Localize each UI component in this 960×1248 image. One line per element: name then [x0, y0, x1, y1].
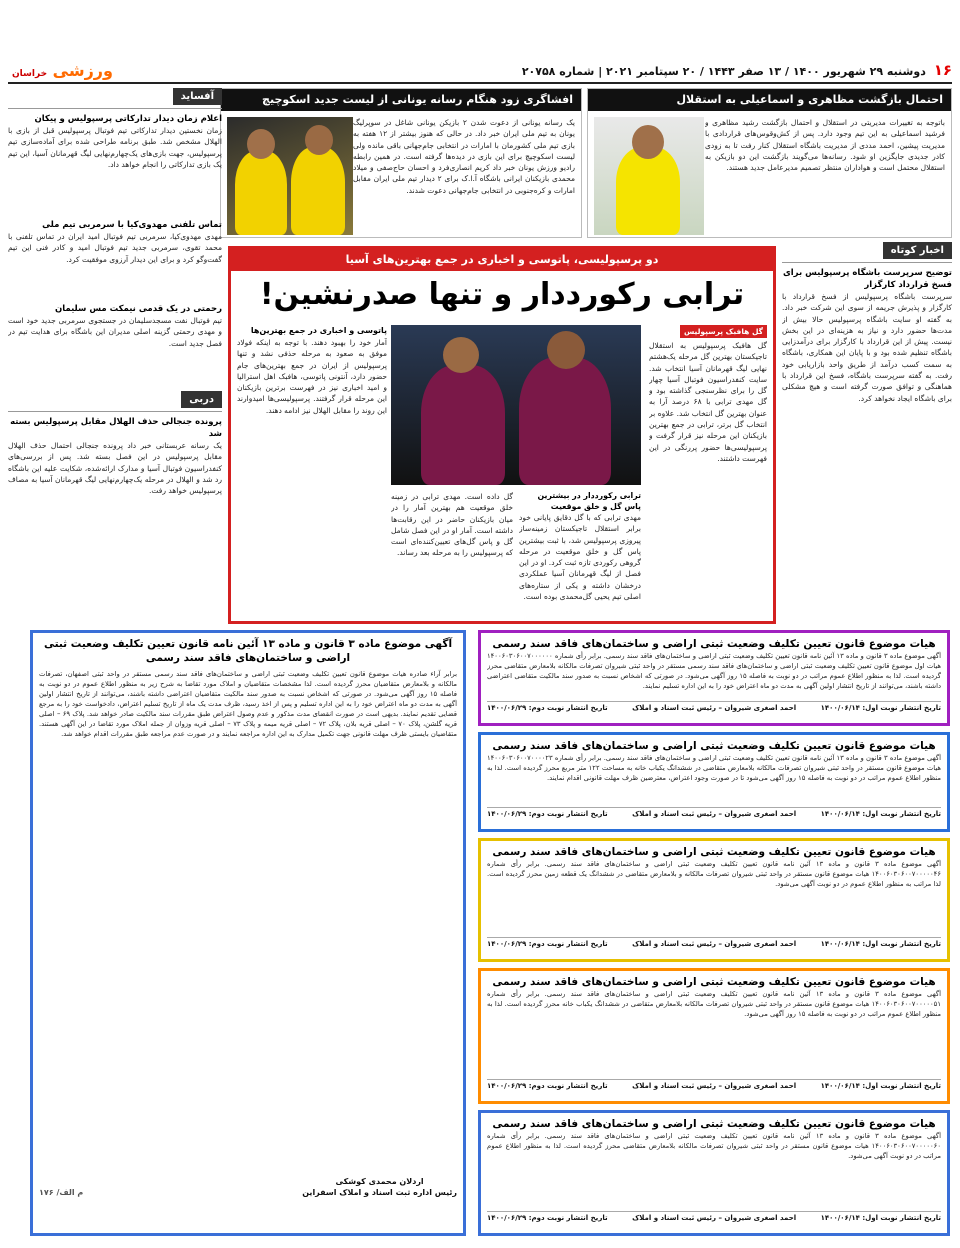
ad-title: هیات موضوع قانون تعیین تکلیف وضعیت ثبتی اراضی و ساختمان‌های فاقد سند رسمی	[492, 638, 936, 650]
story-body: باتوجه به تغییرات مدیریتی در استقلال و احتمال بازگشت رشید مظاهری و فرشید اسماعیلی به این تیم وجود دارد. پس از کش‌وقوس‌های قراردادی با مدیریت پیشین، احمد مددی از مدیریت باشگاه استقلال کنار رفت تا به زودی کادر جدیدی جایگزین او شود. رسانه‌ها می‌گویند بازگشت این دو بازیکن به استقلال محتمل است و هواداران منتظر تصمیم مدیرعامل جدید هستند.	[705, 118, 945, 173]
ad-body: آگهی موضوع ماده ۳ قانون و ماده ۱۳ آئین نامه قانون تعیین تکلیف وضعیت ثبتی اراضی و ساختمان‌های فاقد سند رسمی. برابر رأی شماره ۱۴۰۰۶۰۳۰۶۰۰۷۰۰۰۰۰۵۱ هیات موضوع قانون مستقر در واحد ثبتی شیروان تصرفات مالکانه بلامعارض متقاضی در ششدانگ یکباب خانه محرز گردیده است. لذا به منظور اطلاع عموم مراتب در دو نوبت به فاصله ۱۵ روز آگهی می‌شود.	[487, 990, 941, 1018]
ad-date-first: تاریخ انتشار نوبت اول: ۱۴۰۰/۰۶/۱۴	[820, 940, 941, 948]
brand-main: ورزشی	[52, 60, 113, 80]
news-headline: اعلام زمان دیدار تدارکاتی پرسپولیس و پیکان	[34, 114, 222, 124]
section-tag: اخبار کوتاه	[883, 242, 952, 259]
ad-signer: احمد اصغری شیروان – رئیس ثبت اسناد و املاک	[632, 940, 797, 948]
left-column	[8, 88, 222, 626]
legal-ad	[478, 838, 950, 962]
top-mid-story	[220, 88, 582, 238]
legal-ad	[478, 630, 950, 726]
ad-title: هیات موضوع قانون تعیین تکلیف وضعیت ثبتی اراضی و ساختمان‌های فاقد سند رسمی	[492, 976, 936, 988]
feature-subhead: پاتوسی و اخباری در جمع بهترین‌ها	[250, 326, 387, 335]
ad-title: آگهی موضوع ماده ۳ قانون و ماده ۱۳ آئین نامه قانون تعیین تکلیف وضعیت ثبتی اراضی و ساختمان‌های فاقد سند رسمی	[43, 638, 453, 664]
ad-title: هیات موضوع قانون تعیین تکلیف وضعیت ثبتی اراضی و ساختمان‌های فاقد سند رسمی	[492, 846, 936, 858]
section-brand	[8, 61, 113, 80]
brand-sub: خراسان	[12, 68, 48, 79]
news-body: تیم فوتبال نفت مسجدسلیمان در جستجوی سرمربی جدید خود است و مهدی رحمتی گزینه اصلی مدیران این باشگاه برای هدایت تیم در فصل جدید است.	[8, 316, 222, 348]
feature-subhead: ترابی رکورددار در بیشترین پاس گل و خلق موقعیت	[537, 491, 641, 511]
page-number: ۱۶	[933, 61, 952, 79]
player-photo	[594, 117, 704, 235]
news-headline: توضیح سرپرست باشگاه پرسپولیس برای فسخ قرارداد کارگزار	[782, 268, 952, 290]
date-text: دوشنبه ۲۹ شهریور ۱۴۰۰ / ۱۳ صفر ۱۴۴۳ / ۲۰ سپتامبر ۲۰۲۱ | شماره ۲۰۷۵۸	[521, 65, 926, 78]
news-headline: تماس تلفنی مهدوی‌کیا با سرمربی تیم ملی	[42, 220, 222, 230]
ad-code: م الف/ ۱۷۶	[39, 1188, 84, 1197]
ad-date-first: تاریخ انتشار نوبت اول: ۱۴۰۰/۰۶/۱۴	[820, 1082, 941, 1090]
ad-body: آگهی موضوع ماده ۳ قانون و ماده ۱۳ آئین نامه قانون تعیین تکلیف وضعیت ثبتی اراضی و ساختمان‌های فاقد سند رسمی. برابر رأی شماره ۱۴۰۰۶۰۳۰۶۰۰۷۰۰۰۰۲۳ هیات موضوع قانون مستقر در واحد ثبتی شیروان تصرفات مالکانه بلامعارض متقاضی در ششدانگ یکباب خانه به مساحت ۱۲۲ متر مربع محرز گردیده است. لذا به منظور اطلاع عموم مراتب در دو نوبت به فاصله ۱۵ روز آگهی می‌شود تا در صورت وجود اعتراض، معترضین ظرف مهلت قانونی اقدام نمایند.	[487, 754, 941, 782]
ad-signer: احمد اصغری شیروان – رئیس ثبت اسناد و املاک	[632, 1082, 797, 1090]
story-title: افشاگری زود هنگام رسانه یونانی از لیست جدید اسکوچیچ	[221, 89, 581, 111]
feature-col2: مهدی ترابی که با گل دقایق پایانی خود برابر استقلال تاجیکستان زمینه‌ساز پیروزی پرسپولیس شد، با ثبت بیشترین پاس گل و خلق موقعیت در مرحله گروهی رکوردی تازه ثبت کرد. او در این فصل از لیگ قهرمانان آسیا عملکردی درخشان داشته و یکی از ستاره‌های اصلی تیم یحیی گل‌محمدی بوده است.	[519, 513, 641, 602]
feature-col3: گل داده است. مهدی ترابی در زمینه خلق موقعیت هم بهترین آمار را در میان بازیکنان حاضر در این رقابت‌ها داشته است. آمار او در این فصل شامل گل و پاس گل‌های تعیین‌کننده‌ای است که پرسپولیس را به مرحله بعد رساند.	[391, 492, 513, 558]
feature-story	[228, 246, 776, 624]
story-title: احتمال بازگشت مظاهری و اسماعیلی به استقلال	[588, 89, 951, 111]
feature-col4: آمار خود را بهبود دهند. با توجه به اینکه فولاد موفق به صعود به مرحله حذفی نشد و تنها پرسپولیس از ایران در جمع بهترین‌های جام حضور دارد، آنتونی پاتوسی، هافبک اهل استرالیا و امید اخباری نیز در فهرست برترین بازیکنان این مرحله قرار گرفتند. پرسپولیسی‌ها امیدوارند این روند را مقابل الهلال نیز ادامه دهند.	[237, 338, 387, 415]
legal-ad	[478, 968, 950, 1104]
ad-title: هیات موضوع قانون تعیین تکلیف وضعیت ثبتی اراضی و ساختمان‌های فاقد سند رسمی	[492, 740, 936, 752]
ad-date-second: تاریخ انتشار نوبت دوم: ۱۴۰۰/۰۶/۲۹	[487, 704, 608, 712]
top-right-story	[587, 88, 952, 238]
ad-signer: احمد اصغری شیروان – رئیس ثبت اسناد و املاک	[632, 810, 797, 818]
ad-title: هیات موضوع قانون تعیین تکلیف وضعیت ثبتی اراضی و ساختمان‌های فاقد سند رسمی	[492, 1118, 936, 1130]
ad-signer: احمد اصغری شیروان – رئیس ثبت اسناد و املاک	[632, 1214, 797, 1222]
ad-signer: اردلان محمدی کوشکی	[335, 1177, 424, 1186]
kicker-badge: گل هافبک پرسپولیس	[680, 325, 767, 338]
legal-ad	[478, 1110, 950, 1236]
feature-col1: گل هافبک پرسپولیس به استقلال تاجیکستان بهترین گل مرحله یک‌هشتم نهایی لیگ قهرمانان آسیا انتخاب شد. سایت کنفدراسیون فوتبال آسیا چهار گل را برای نظرسنجی گذاشته بود و گل مهدی ترابی با ۶۸ درصد آرا به عنوان بهترین گل انتخاب شد. علاوه بر انتخاب گل برتر، ترابی در جمع بهترین بازیکنان این مرحله نیز قرار گرفت و پرسپولیسی‌ها حضور پررنگی در این فهرست داشتند.	[649, 341, 767, 463]
ad-date-second: تاریخ انتشار نوبت دوم: ۱۴۰۰/۰۶/۲۹	[487, 1214, 608, 1222]
ad-body: آگهی موضوع ماده ۳ قانون و ماده ۱۳ آئین نامه قانون تعیین تکلیف وضعیت ثبتی اراضی و ساختمان‌های فاقد سند رسمی. برابر رأی شماره ۱۴۰۰۶۰۳۰۶۰۰۷۰۰۰۰۰۴۶ هیات موضوع قانون مستقر در واحد ثبتی شیروان تصرفات مالکانه و بلامعارض متقاضی در ششدانگ یک قطعه زمین محرز گردیده است. لذا مراتب به منظور اطلاع عموم در دو نوبت آگهی می‌شود.	[487, 860, 941, 888]
feature-photo	[391, 325, 641, 485]
news-body: مهدی مهدوی‌کیا، سرمربی تیم فوتبال امید ایران در تماس تلفنی با محمد تقوی، سرمربی جدید تیم فوتبال امید و کادر فنی این تیم گفت‌وگو کرد و برای این دیدار آرزوی موفقیت کرد.	[8, 232, 222, 264]
section-tag: دربی	[181, 391, 222, 408]
ad-body: آگهی موضوع ماده ۳ قانون و ماده ۱۳ آئین نامه قانون تعیین تکلیف وضعیت ثبتی اراضی و ساختمان‌های فاقد سند رسمی. برابر رأی شماره ۱۴۰۰۶۰۳۰۶۰۰۷۰۰۰۰۰۶۰ هیات موضوع قانون مستقر در واحد ثبتی شیروان تصرفات مالکانه بلامعارض متقاضی محرز گردیده است. لذا به منظور اطلاع عموم مراتب در دو نوبت آگهی می‌شود.	[487, 1132, 941, 1160]
feature-ribbon: دو پرسپولیسی، پاتوسی و اخباری در جمع بهترین‌های آسیا	[231, 249, 773, 271]
story-body: یک رسانه یونانی از دعوت شدن ۲ بازیکن یونانی شاغل در سوپرلیگ یونان به تیم ملی ایران خبر داد. در حالی که هنوز بیشتر از ۱۲ هفته به بازی تیم ملی کشورمان با امارات در انتخابی جام‌جهانی باقی مانده ولی لیست اسکوچیچ برای این بازی در دیده‌ها گرفته است. در همین رابطه رادیو ورزش یونان خبر داد کریم انصاری‌فرد و احسان حاج‌صفی و میلاد محمدی بازیکنان ایرانی باشگاه آ.ا.ک برای ۲ دیدار تیم ملی ایران مقابل امارات و کره‌جنوبی در انتخابی جام‌جهانی دعوت شدند.	[353, 118, 575, 195]
section-tag: آفساید	[173, 88, 222, 105]
ad-date-second: تاریخ انتشار نوبت دوم: ۱۴۰۰/۰۶/۲۹	[487, 1082, 608, 1090]
players-photo	[227, 117, 353, 235]
feature-headline: ترابی رکورددار و تنها صدرنشین!	[259, 277, 745, 312]
ad-date-first: تاریخ انتشار نوبت اول: ۱۴۰۰/۰۶/۱۴	[820, 810, 941, 818]
ad-body: برابر آراء صادره هیات موضوع قانون تعیین تکلیف وضعیت ثبتی اراضی و ساختمان‌های فاقد سند رسمی مستقر در واحد ثبتی اصفهان، تصرفات مالکانه و بلامعارض متقاضیان محرز گردیده است. لذا مشخصات متقاضیان و املاک مورد تقاضا به شرح زیر به منظور اطلاع عموم در دو نوبت به فاصله ۱۵ روز آگهی می‌شود. در صورتی که اشخاص نسبت به صدور سند مالکیت متقاضیان اعتراضی داشته باشند، می‌توانند از تاریخ انتشار اولین آگهی به مدت دو ماه اعتراض خود را به این اداره تسلیم و پس از اخذ رسید، ظرف مدت یک ماه از تاریخ تسلیم اعتراض، دادخواست خود را به مرجع قضایی تقدیم نمایند. بدیهی است در صورت انقضای مدت مذکور و عدم وصول اعتراض طبق مقررات سند مالکیت صادر خواهد شد. پلاک ۶۹ – اصلی قریه گلشن، پلاک ۷۰ – اصلی قریه بلان، پلاک ۷۲ – اصلی قریه میمه و پلاک ۷۳ – اصلی قریه وزوان از جمله املاک مورد تقاضا در این آگهی هستند. متقاضیان بایستی ظرف مهلت قانونی جهت تکمیل مدارک به این اداره مراجعه نمایند و در صورت عدم مراجعه طبق مقررات اقدام خواهد شد.	[39, 670, 457, 738]
right-column	[782, 242, 952, 626]
news-headline: پرونده جنجالی حذف الهلال مقابل پرسپولیس بسته شد	[10, 417, 222, 439]
date-line	[522, 61, 952, 79]
news-body: زمان نخستین دیدار تدارکاتی تیم فوتبال پرسپولیس قبل از بازی با الهلال مشخص شد. طبق برنامه طراحی شده برای آماده‌سازی تیم پرسپولیس، جهت بازی‌های یک‌چهارم‌نهایی لیگ قهرمانان آسیا، این تیم یک بازی تدارکاتی را انجام خواهد داد.	[8, 126, 222, 169]
ad-body: آگهی موضوع ماده ۳ قانون و ماده ۱۳ آئین نامه قانون تعیین تکلیف وضعیت ثبتی اراضی و ساختمان‌های فاقد سند رسمی. برابر رأی شماره ۱۴۰۰۶۰۳۰۶۰۰۷۰۰۰۰۰۰ هیات اول موضوع قانون تعیین تکلیف وضعیت ثبتی اراضی و ساختمان‌های فاقد سند رسمی مستقر در واحد ثبتی شیروان تصرفات مالکانه بلامعارض متقاضی محرز گردیده است. لذا به منظور اطلاع عموم مراتب در دو نوبت به فاصله ۱۵ روز آگهی می‌شود. در صورتی که اشخاص نسبت به صدور سند مالکیت متقاضی اعتراضی داشته باشند، می‌توانند از تاریخ انتشار اولین آگهی به مدت دو ماه اعتراض خود را به این اداره تسلیم نمایند.	[487, 652, 941, 690]
ad-signer: احمد اصغری شیروان – رئیس ثبت اسناد و املاک	[632, 704, 797, 712]
ad-signer-title: رئیس اداره ثبت اسناد و املاک اسفراین	[302, 1188, 457, 1197]
ad-date-second: تاریخ انتشار نوبت دوم: ۱۴۰۰/۰۶/۲۹	[487, 940, 608, 948]
ad-date-second: تاریخ انتشار نوبت دوم: ۱۴۰۰/۰۶/۲۹	[487, 810, 608, 818]
masthead	[8, 58, 952, 84]
legal-ad-large	[30, 630, 466, 1236]
ad-date-first: تاریخ انتشار نوبت اول: ۱۴۰۰/۰۶/۱۴	[820, 704, 941, 712]
legal-ad	[478, 732, 950, 832]
ad-date-first: تاریخ انتشار نوبت اول: ۱۴۰۰/۰۶/۱۴	[820, 1214, 941, 1222]
news-headline: رحمتی در یک قدمی نیمکت مس سلیمان	[54, 304, 222, 314]
news-body: یک رسانه عربستانی خبر داد پرونده جنجالی احتمال حذف الهلال مقابل پرسپولیس در این فصل بسته شد. پس از بررسی‌های کنفدراسیون فوتبال آسیا و مدارک ارائه‌شده، شکایت علیه این باشگاه رد شد و الهلال در مرحله یک‌چهارم‌نهایی لیگ قهرمانان آسیا به مصاف پرسپولیس خواهد رفت.	[8, 441, 222, 496]
news-body: سرپرست باشگاه پرسپولیس از فسخ قرارداد با کارگزار و پذیرش جریمه از سوی این شرکت خبر داد. به گفته او سایت باشگاه پرسپولیس حالا بیش از مدت‌ها حضور دارد و نیاز به هزینه‌ای در این بخش نیست. پیش از این قرارداد با کارگزار برای درآمدزایی باشگاه تنظیم شده بود و با پایان این همکاری، باشگاه به سمت کسب درآمد از طریق واحد بازاریابی خود رفت. به گفته سرپرست باشگاه، فسخ این قرارداد با هماهنگی و توافق صورت گرفته است و هیچ مشکلی برای باشگاه ایجاد نخواهد کرد.	[782, 292, 952, 403]
